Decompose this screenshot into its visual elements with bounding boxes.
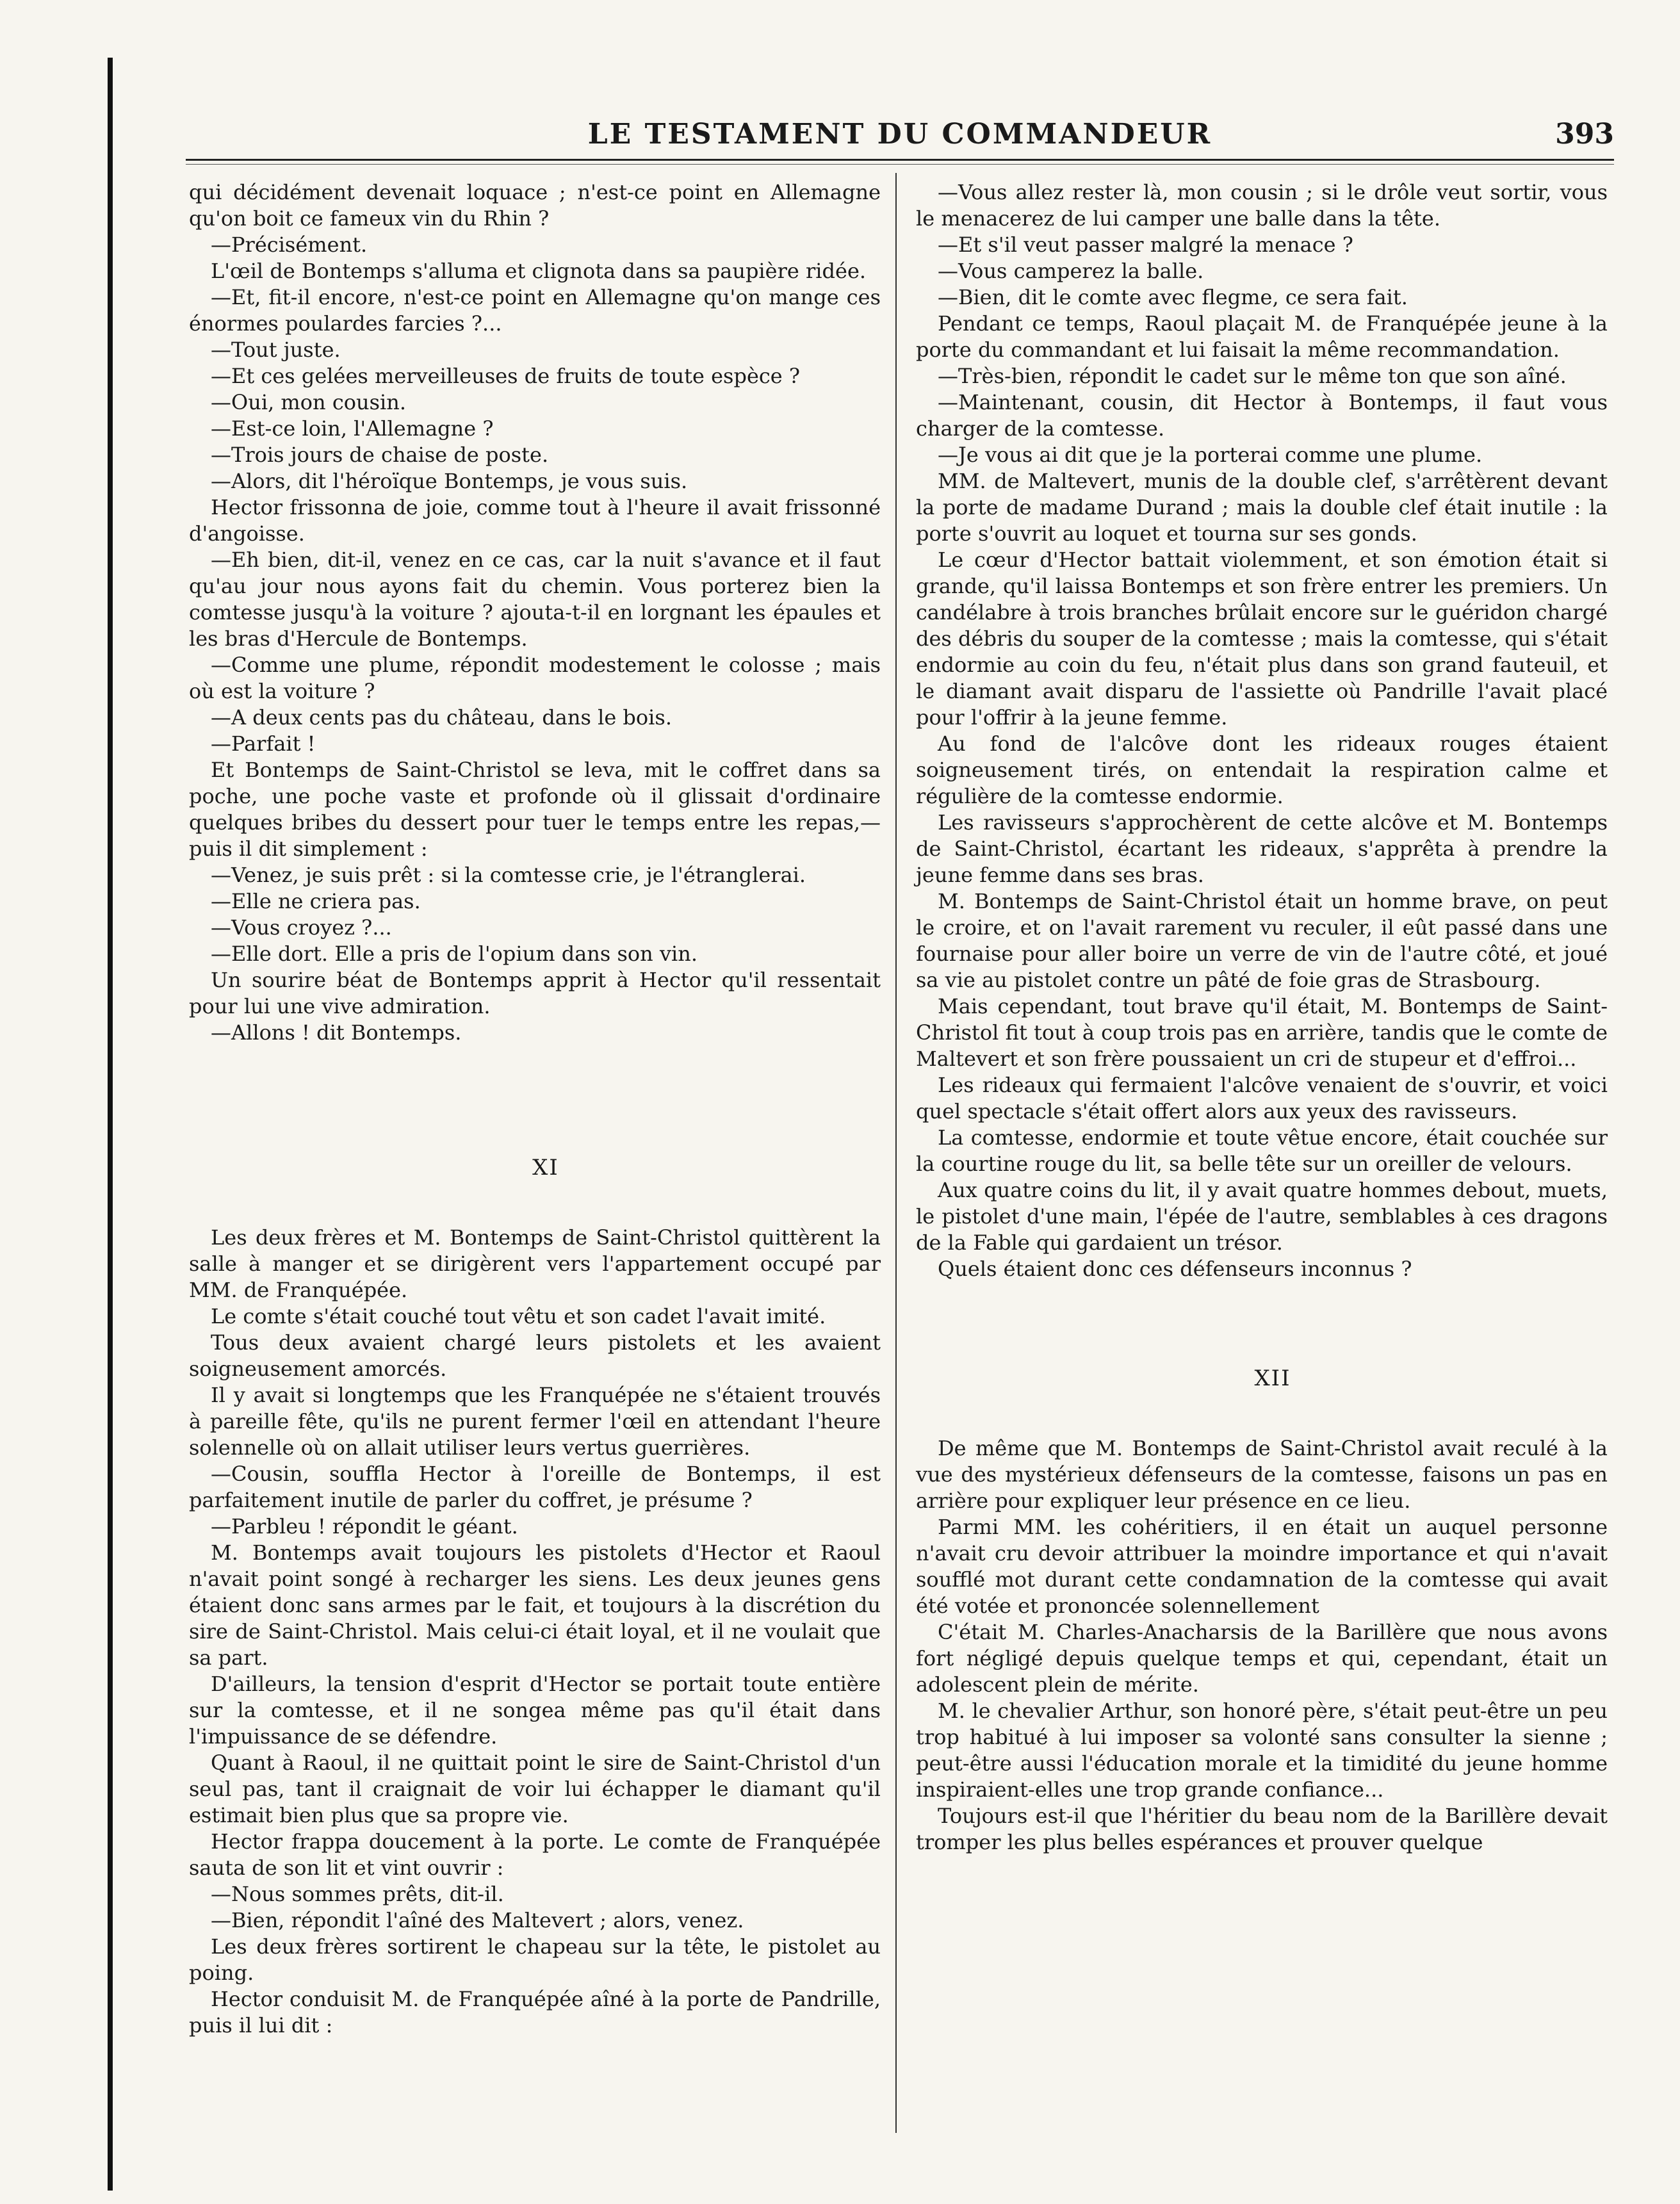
paragraph: Quant à Raoul, il ne quittait point le sire de Saint-Christol d'un seul pas, tant il craignait de voir lui échapper le diamant qu'il estimait bien plus que sa propre vie. (189, 1751, 881, 1827)
paragraph: —Vous allez rester là, mon cousin ; si le drôle veut sortir, vous le menacerez de lui camper une balle dans la tête. (916, 180, 1608, 231)
paragraph: Tous deux avaient chargé leurs pistolets et les avaient soigneusement amorcés. (189, 1330, 881, 1381)
paragraph: Parmi MM. les cohéritiers, il en était un auquel personne n'avait cru devoir attribuer la moindre importance et qui n'avait soufflé mot durant cette condamnation de la comtesse qui avait été votée et prononcée solennellement (916, 1515, 1608, 1618)
paragraph: —Venez, je suis prêt : si la comtesse crie, je l'étranglerai. (211, 863, 806, 887)
paragraph: D'ailleurs, la tension d'esprit d'Hector se portait toute entière sur la comtesse, et il ne songea même pas qu'il était dans l'impuissance de se défendre. (189, 1672, 881, 1749)
paragraph: Le cœur d'Hector battait violemment, et son émotion était si grande, qu'il laissa Bontemps et son frère entrer les premiers. Un candélabre à trois branches brûlait encore sur le guéridon chargé des débris du souper de la comtesse ; mais la comtesse, qui s'était endormie au coin du feu, n'était plus dans son grand fauteuil, et le diamant avait disparu de l'assiette où Pandrille l'avait placé pour l'offrir à la jeune femme. (916, 548, 1608, 730)
running-title: LE TESTAMENT DU COMMANDEUR (587, 118, 1212, 151)
header-rule-thin (186, 164, 1614, 165)
paragraph: Les deux frères sortirent le chapeau sur la tête, le pistolet au poing. (189, 1934, 881, 1985)
paragraph: M. Bontemps avait toujours les pistolets d'Hector et Raoul n'avait point songé à recharger les siens. Les deux jeunes gens étaient donc sans armes par le fait, et toujours à la discrétion du sire de Saint-Christol. Mais celui-ci était loyal, et il ne voulait que sa part. (189, 1540, 881, 1670)
paragraph: —Elle dort. Elle a pris de l'opium dans son vin. (211, 942, 698, 966)
left-column (189, 179, 881, 2039)
paragraph: —A deux cents pas du château, dans le bois. (211, 705, 672, 730)
chapter-heading-xi: XI (532, 1155, 559, 1180)
paragraph: —Très-bien, répondit le cadet sur le même ton que son aîné. (938, 364, 1567, 388)
column-divider (895, 173, 897, 2133)
page-number: 393 (1555, 118, 1614, 151)
paragraph: Le comte s'était couché tout vêtu et son cadet l'avait imité. (211, 1304, 826, 1328)
paragraph: M. Bontemps de Saint-Christol était un homme brave, on peut le croire, et on l'avait rarement vu reculer, il eût passé dans une fournaise pour aller boire un verre de vin de l'autre côté, et joué sa vie au pistolet contre un pâté de foie gras de Strasbourg. (916, 889, 1608, 992)
paragraph: Un sourire béat de Bontemps apprit à Hector qu'il ressentait pour lui une vive admiration. (189, 968, 881, 1018)
paragraph: Au fond de l'alcôve dont les rideaux rouges étaient soigneusement tirés, on entendait la respiration calme et régulière de la comtesse endormie. (916, 731, 1608, 808)
paragraph: —Parfait ! (211, 731, 316, 756)
paragraph: —Et ces gelées merveilleuses de fruits de toute espèce ? (211, 364, 801, 388)
paragraph: Hector frappa doucement à la porte. Le comte de Franquépée sauta de son lit et vint ouvrir : (189, 1829, 881, 1880)
page-binding-edge (108, 58, 113, 2191)
paragraph: —Vous camperez la balle. (938, 259, 1204, 283)
paragraph: M. le chevalier Arthur, son honoré père, s'était peut-être un peu trop habitué à lui imposer sa volonté sans consulter la sienne ; peut-être aussi l'éducation morale et la timidité du jeune homme inspiraient-elles une trop grande confiance... (916, 1699, 1608, 1802)
paragraph: —Nous sommes prêts, dit-il. (211, 1882, 504, 1906)
paragraph: —Elle ne criera pas. (211, 889, 421, 913)
paragraph: Les deux frères et M. Bontemps de Saint-Christol quittèrent la salle à manger et se dirigèrent vers l'appartement occupé par MM. de Franquépée. (189, 1225, 881, 1302)
right-text-block-a (916, 179, 1608, 1282)
paragraph: Aux quatre coins du lit, il y avait quatre hommes debout, muets, le pistolet d'une main, l'épée de l'autre, semblables à ces dragons de la Fable qui gardaient un trésor. (916, 1178, 1608, 1255)
paragraph: Les rideaux qui fermaient l'alcôve venaient de s'ouvrir, et voici quel spectacle s'était offert alors aux yeux des ravisseurs. (916, 1073, 1608, 1123)
paragraph: Mais cependant, tout brave qu'il était, M. Bontemps de Saint-Christol fit tout à coup trois pas en arrière, tandis que le comte de Maltevert et son frère poussaient un cri de stupeur et d'effroi... (916, 994, 1608, 1071)
paragraph: —Est-ce loin, l'Allemagne ? (211, 416, 494, 441)
paragraph: —Et s'il veut passer malgré la menace ? (938, 233, 1353, 257)
chapter-heading-xii: XII (1254, 1366, 1291, 1391)
paragraph: Les ravisseurs s'approchèrent de cette alcôve et M. Bontemps de Saint-Christol, écartant les rideaux, s'apprêta à prendre la jeune femme dans ses bras. (916, 810, 1608, 887)
paragraph: —Et, fit-il encore, n'est-ce point en Allemagne qu'on mange ces énormes poulardes farcies ?... (189, 285, 881, 336)
header-rule (186, 159, 1614, 161)
paragraph: La comtesse, endormie et toute vêtue encore, était couchée sur la courtine rouge du lit, sa belle tête sur un oreiller de velours. (916, 1125, 1608, 1176)
left-text-block-a (189, 179, 881, 1046)
paragraph: Il y avait si longtemps que les Franquépée ne s'étaient trouvés à pareille fête, qu'ils ne purent fermer l'œil en attendant l'heure solennelle où on allait utiliser leurs vertus guerrières. (189, 1383, 881, 1460)
paragraph: —Parbleu ! répondit le géant. (211, 1514, 518, 1539)
paragraph: —Comme une plume, répondit modestement le colosse ; mais où est la voiture ? (189, 653, 881, 703)
paragraph: —Maintenant, cousin, dit Hector à Bontemps, il faut vous charger de la comtesse. (916, 390, 1608, 441)
paragraph: —Bien, dit le comte avec flegme, ce sera fait. (938, 285, 1408, 309)
paragraph: —Précisément. (211, 233, 368, 257)
paragraph: L'œil de Bontemps s'alluma et clignota dans sa paupière ridée. (211, 259, 867, 283)
paragraph: MM. de Maltevert, munis de la double clef, s'arrêtèrent devant la porte de madame Durand ; mais la double clef était inutile : la porte s'ouvrit au loquet et tourna sur ses gonds. (916, 469, 1608, 546)
paragraph: —Je vous ai dit que je la porterai comme une plume. (938, 443, 1483, 467)
paragraph: —Tout juste. (211, 338, 341, 362)
paragraph: Pendant ce temps, Raoul plaçait M. de Franquépée jeune à la porte du commandant et lui faisait la même recommandation. (916, 311, 1608, 362)
paragraph: —Oui, mon cousin. (211, 390, 407, 414)
paragraph: qui décidément devenait loquace ; n'est-ce point en Allemagne qu'on boit ce fameux vin du Rhin ? (189, 180, 881, 231)
paragraph: C'était M. Charles-Anacharsis de la Barillère que nous avons fort négligé depuis quelque temps et qui, cependant, était un adolescent plein de mérite. (916, 1620, 1608, 1697)
paragraph: Hector conduisit M. de Franquépée aîné à la porte de Pandrille, puis il lui dit : (189, 1987, 881, 2037)
paragraph: —Cousin, souffla Hector à l'oreille de Bontemps, il est parfaitement inutile de parler du coffret, je présume ? (189, 1462, 881, 1512)
left-text-block-b (189, 1225, 881, 2039)
paragraph: —Eh bien, dit-il, venez en ce cas, car la nuit s'avance et il faut qu'au jour nous ayons fait du chemin. Vous porterez bien la comtesse jusqu'à la voiture ? ajouta-t-il en lorgnant les épaules et les bras d'Hercule de Bontemps. (189, 548, 881, 651)
paragraph: Et Bontemps de Saint-Christol se leva, mit le coffret dans sa poche, une poche vaste et profonde où il glissait d'ordinaire quelques bribes du dessert pour tuer le temps entre les repas,— puis il dit simplement : (189, 758, 881, 861)
paragraph: —Allons ! dit Bontemps. (211, 1020, 462, 1045)
paragraph: —Bien, répondit l'aîné des Maltevert ; alors, venez. (211, 1908, 744, 1932)
paragraph: De même que M. Bontemps de Saint-Christol avait reculé à la vue des mystérieux défenseurs de la comtesse, faisons un pas en arrière pour expliquer leur présence en ce lieu. (916, 1436, 1608, 1513)
paragraph: Toujours est-il que l'héritier du beau nom de la Barillère devait tromper les plus belles espérances et prouver quelque (916, 1804, 1608, 1854)
paragraph: Hector frissonna de joie, comme tout à l'heure il avait frissonné d'angoisse. (189, 495, 881, 546)
right-text-block-b (916, 1435, 1608, 1856)
paragraph: Quels étaient donc ces défenseurs inconnus ? (938, 1257, 1412, 1281)
paragraph: —Alors, dit l'héroïque Bontemps, je vous suis. (211, 469, 688, 493)
paragraph: —Trois jours de chaise de poste. (211, 443, 549, 467)
right-column (916, 179, 1608, 1856)
paragraph: —Vous croyez ?... (211, 915, 392, 940)
